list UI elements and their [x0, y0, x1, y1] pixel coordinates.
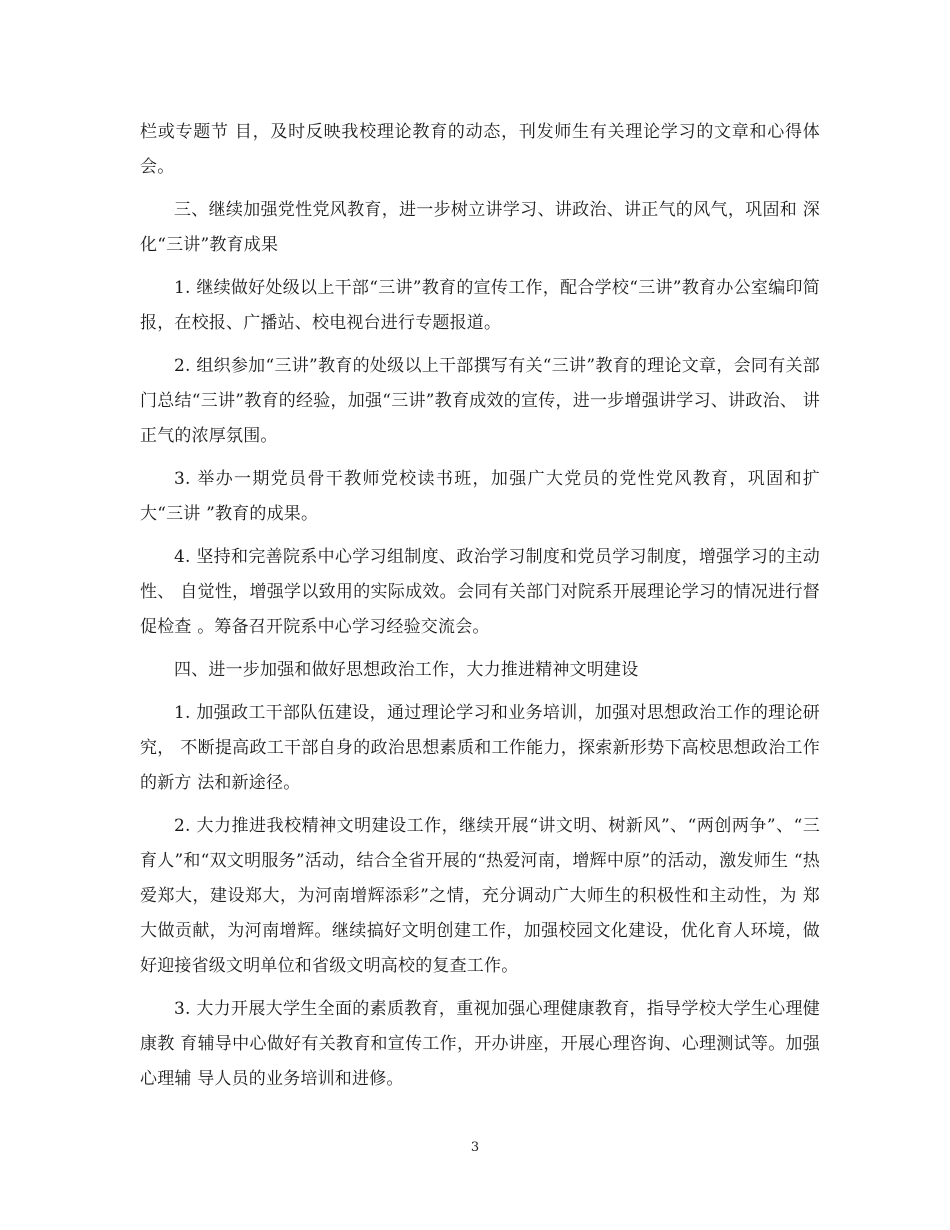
list-item-4-1: 1. 加强政工干部队伍建设，通过理论学习和业务培训，加强对思想政治工作的理论研究， 不断提高政工干部自身的政治思想素质和工作能力，探索新形势下高校思想政治工作的新方 法和新途径。: [140, 703, 820, 793]
list-item-3-1: 1. 继续做好处级以上干部“三讲”教育的宣传工作，配合学校“三讲”教育办公室编印简 报，在校报、广播站、校电视台进行专题报道。: [140, 278, 820, 333]
document-body: [140, 115, 820, 1105]
list-item-3-4: 4. 坚持和完善院系中心学习组制度、政治学习制度和党员学习制度，增强学习的主动性、 自觉性，增强学以致用的实际成效。会同有关部门对院系开展理论学习的情况进行督促检查 。筹备召开院系中心学习经验交流会。: [140, 547, 820, 637]
paragraph-continuation: 栏或专题节 目，及时反映我校理论教育的动态，刊发师生有关理论学习的文章和心得体会。: [140, 122, 820, 177]
page-number: 3: [470, 1140, 480, 1155]
list-item-3-3: 3. 举办一期党员骨干教师党校读书班，加强广大党员的党性党风教育，巩固和扩大“三讲 ”教育的成果。: [140, 469, 820, 524]
section-heading-3: 三、继续加强党性党风教育，进一步树立讲学习、讲政治、讲正气的风气，巩固和 深化“三讲”教育成果: [140, 200, 820, 255]
list-item-4-2: 2. 大力推进我校精神文明建设工作，继续开展“讲文明、树新风”、“两创两争”、“三 育人”和“双文明服务”活动，结合全省开展的“热爱河南，增辉中原”的活动，激发师生 “热爱郑大，建设郑大，为河南增辉添彩”之情，充分调动广大师生的积极性和主动性，为 郑大做贡献，为河南增辉。继续搞好文明创建工作，加强校园文化建设，优化育人环境，做 好迎接省级文明单位和省级文明高校的复查工作。: [140, 816, 820, 976]
list-item-3-2: 2. 组织参加“三讲”教育的处级以上干部撰写有关“三讲”教育的理论文章，会同有关部 门总结“三讲”教育的经验，加强“三讲”教育成效的宣传，进一步增强讲学习、讲政治、 讲正气的浓厚氛围。: [140, 356, 820, 446]
section-heading-4: 四、进一步加强和做好思想政治工作，大力推进精神文明建设: [174, 660, 639, 680]
list-item-4-3: 3. 大力开展大学生全面的素质教育，重视加强心理健康教育，指导学校大学生心理健康教 育辅导中心做好有关教育和宣传工作，开办讲座，开展心理咨询、心理测试等。加强心理辅 导人员的业务培训和进修。: [140, 999, 820, 1089]
